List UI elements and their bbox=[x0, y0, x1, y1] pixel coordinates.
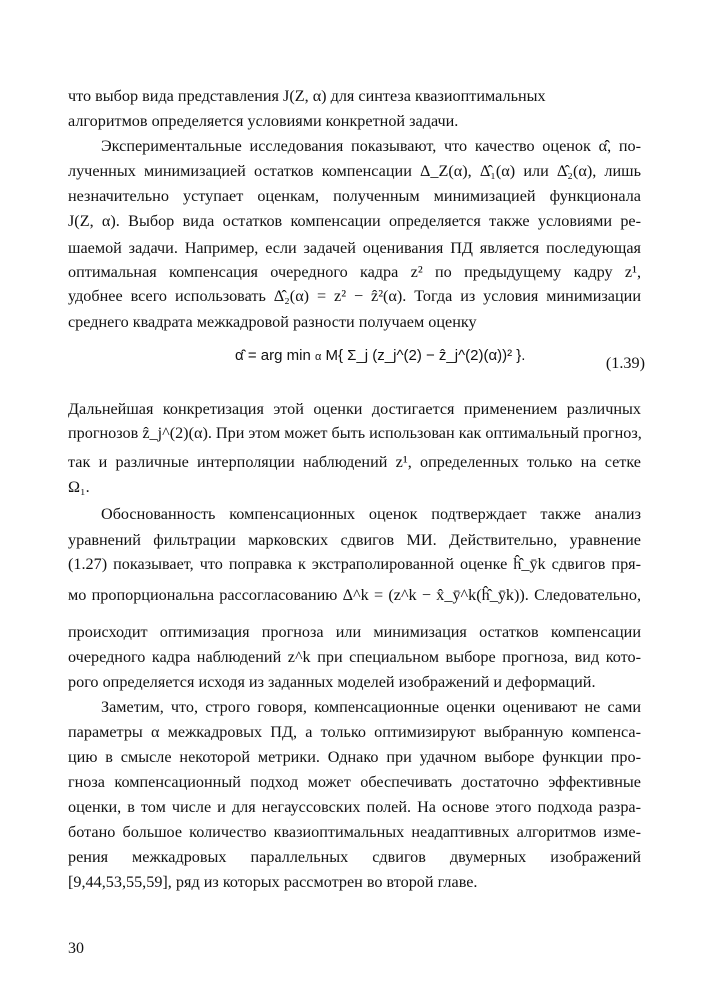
text-line: шаемой задачи. Например, если задачей оценивания ПД является последующая bbox=[68, 239, 641, 257]
text-line: уравнений фильтрации марковских сдвигов МИ. Действительно, уравнение bbox=[68, 531, 641, 549]
text-line: удобнее всего использовать Δ̂₂(α) = z² − ẑ²(α). Тогда из условия минимизации bbox=[68, 287, 641, 305]
text-line: происходит оптимизация прогноза или минимизация остатков компенсации bbox=[68, 623, 641, 641]
text-line: среднего квадрата межкадровой разности получаем оценку bbox=[68, 313, 477, 331]
text-line: мо пропорциональна рассогласованию Δ^k = (z^k − x̂_ȳ^k(ĥ̂_ȳk)). Следовательно, bbox=[68, 586, 641, 604]
text-line: гноза компенсационный подход может обеспечивать достаточно эффективные bbox=[68, 773, 641, 791]
text-line: очередного кадра наблюдений z^k при специальном выборе прогноза, вид кото- bbox=[68, 648, 641, 666]
text-line: [9,44,53,55,59], ряд из которых рассмотрен во второй главе. bbox=[68, 873, 478, 891]
text-line: что выбор вида представления J(Z, α) для синтеза квазиоптимальных bbox=[68, 87, 546, 105]
text-line: J(Z, α). Выбор вида остатков компенсации определяется также условиями ре- bbox=[68, 212, 641, 230]
text-line: оптимальная компенсация очередного кадра z² по предыдущему кадру z¹, bbox=[68, 263, 641, 281]
text-line: оценки, в том числе и для негауссовских полей. На основе этого подхода разра- bbox=[68, 798, 641, 816]
text-line: параметры α межкадровых ПД, а только оптимизируют выбранную компенса- bbox=[68, 723, 641, 741]
text-line: Дальнейшая конкретизация этой оценки достигается применением различных bbox=[68, 400, 641, 418]
equation-under: α bbox=[314, 351, 322, 363]
equation-1-39 bbox=[235, 346, 645, 394]
text-line: алгоритмов определяется условиями конкретной задачи. bbox=[68, 112, 459, 130]
text-line: (1.27) показывает, что поправка к экстраполированной оценке ĥ̂_ȳk сдвигов пря- bbox=[68, 555, 641, 573]
equation-number: (1.39) bbox=[605, 354, 645, 372]
text-line: Заметим, что, строго говоря, компенсационные оценки оценивают не сами bbox=[101, 698, 641, 716]
page-number: 30 bbox=[68, 940, 84, 957]
text-line: цию в смысле некоторой метрики. Однако при удачном выборе функции про- bbox=[68, 748, 641, 766]
text-line: незначительно уступает оценкам, полученным минимизацией функционала bbox=[68, 187, 641, 205]
text-line: Экспериментальные исследования показывают, что качество оценок α̂̂, по- bbox=[101, 137, 641, 155]
text-line: рого определяется исходя из заданных моделей изображений и деформаций. bbox=[68, 673, 596, 691]
text-line: рения межкадровых параллельных сдвигов двумерных изображений bbox=[68, 848, 641, 866]
equation-rhs: M{ Σ_j (z_j^(2) − ẑ_j^(2)(α))² }. bbox=[325, 347, 526, 364]
text-line: лученных минимизацией остатков компенсации Δ_Z(α), Δ̂₁(α) или Δ̂₂(α), лишь bbox=[68, 162, 641, 180]
text-line: ботано большое количество квазиоптимальных неадаптивных алгоритмов изме- bbox=[68, 823, 641, 841]
text-line: Обоснованность компенсационных оценок подтверждает также анализ bbox=[101, 505, 641, 523]
text-line: Ω₁. bbox=[68, 478, 90, 496]
equation-body bbox=[235, 346, 525, 367]
text-line: прогнозов ẑ_j^(2)(α). При этом может быть использован как оптимальный прогноз, bbox=[68, 424, 642, 442]
text-line: так и различные интерполяции наблюдений z¹, определенных только на сетке bbox=[68, 453, 641, 471]
equation-lhs: α̂̂ = arg min bbox=[235, 347, 311, 364]
